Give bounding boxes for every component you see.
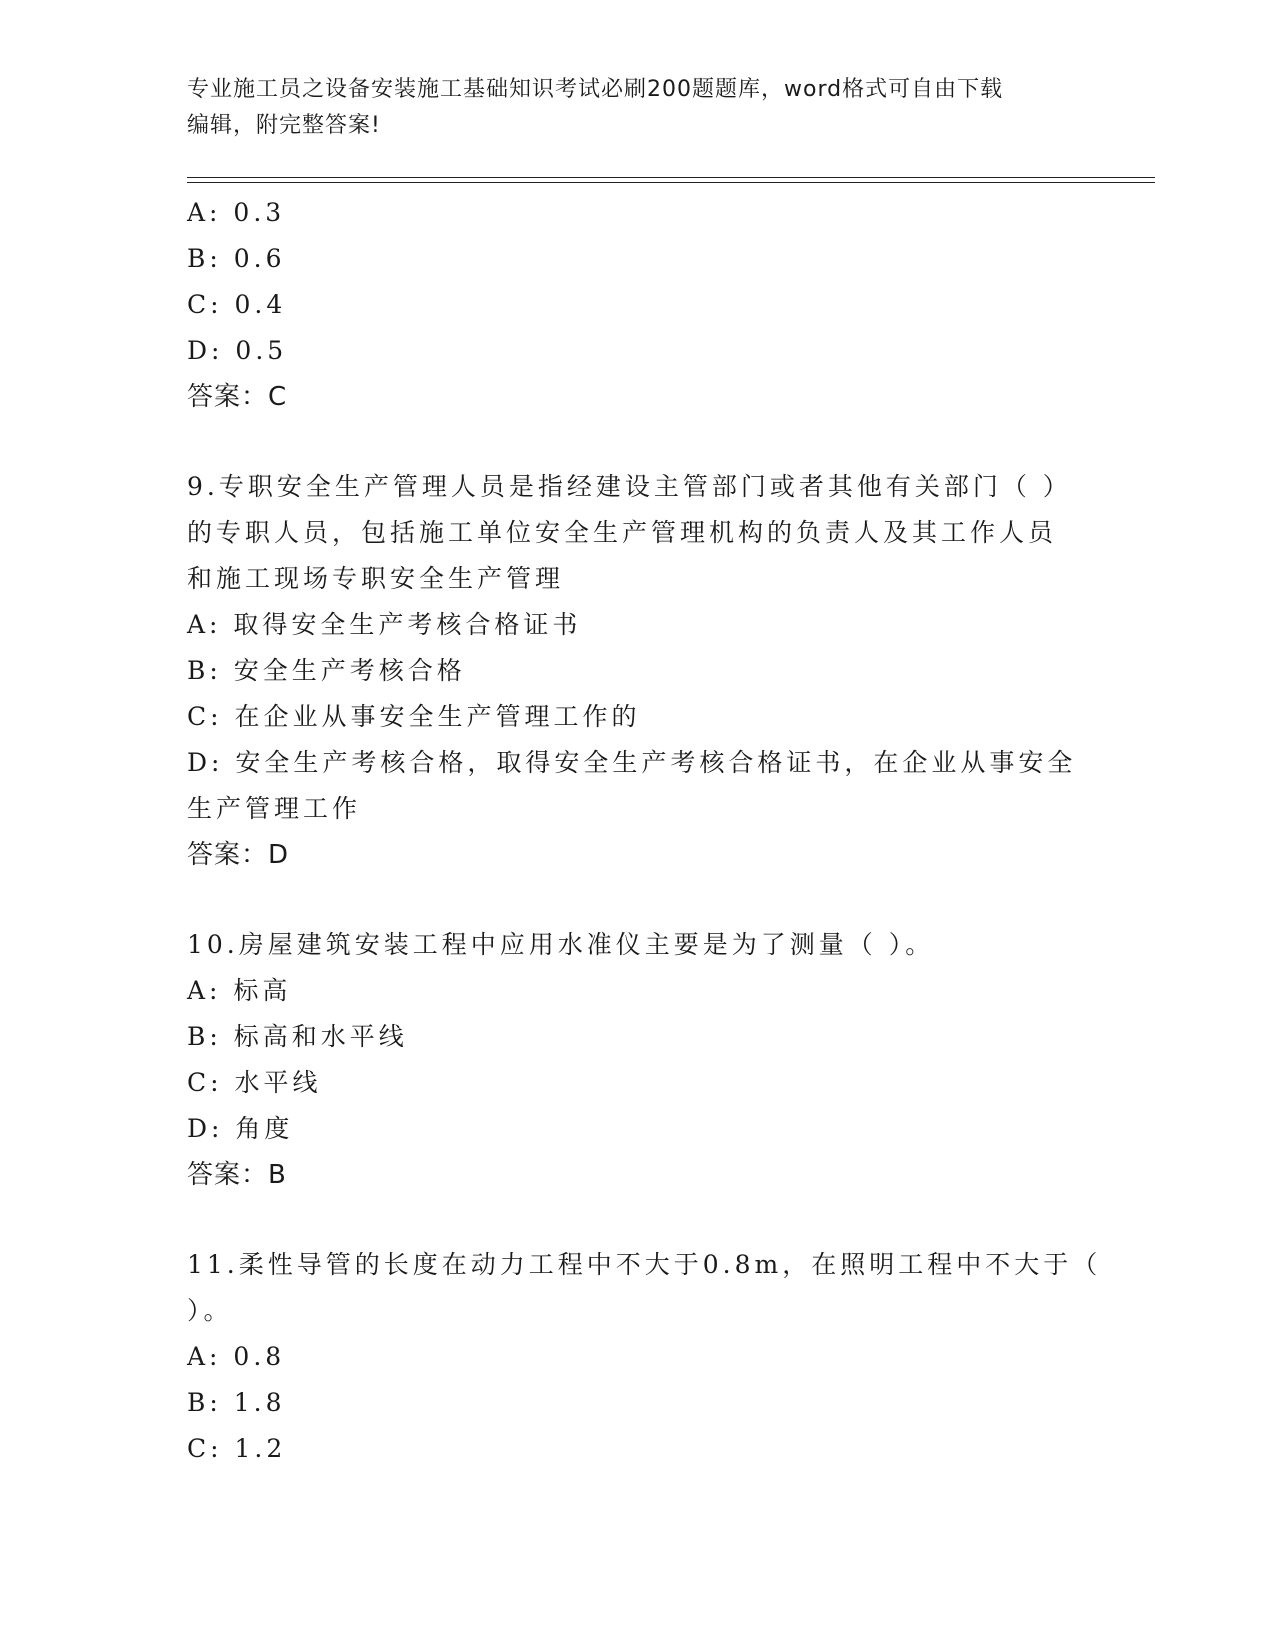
option-a: A: 0.3 <box>187 198 286 227</box>
document-header <box>187 72 1067 144</box>
option-c: C: 0.4 <box>187 290 287 319</box>
question-stem-line: ）。 <box>187 1296 233 1325</box>
option-b: B: 1.8 <box>187 1388 286 1417</box>
option-c: C: 水平线 <box>187 1068 322 1097</box>
question-block-11 <box>187 1242 1102 1472</box>
header-line-2: 编辑，附完整答案! <box>187 113 381 138</box>
question-stem-line: 10.房屋建筑安装工程中应用水准仪主要是为了测量（ ）。 <box>187 930 935 959</box>
option-d: D: 安全生产考核合格，取得安全生产考核合格证书，在企业从事安全 <box>187 748 1077 777</box>
question-block-9 <box>187 464 1087 878</box>
option-c: C: 1.2 <box>187 1434 287 1463</box>
option-d-continued: 生产管理工作 <box>187 794 362 823</box>
option-d: D: 角度 <box>187 1114 294 1143</box>
option-b: B: 安全生产考核合格 <box>187 656 466 685</box>
option-b: B: 0.6 <box>187 244 286 273</box>
question-stem-line: 和施工现场专职安全生产管理 <box>187 564 565 593</box>
answer-line: 答案：B <box>187 1160 287 1190</box>
option-a: A: 取得安全生产考核合格证书 <box>187 610 582 639</box>
question-stem-line: 9.专职安全生产管理人员是指经建设主管部门或者其他有关部门（ ） <box>187 472 1072 501</box>
option-d: D: 0.5 <box>187 336 288 365</box>
option-a: A: 标高 <box>187 976 292 1005</box>
option-a: A: 0.8 <box>187 1342 286 1371</box>
header-line-1: 专业施工员之设备安装施工基础知识考试必刷200题题库，word格式可自由下载 <box>187 77 1004 102</box>
option-b: B: 标高和水平线 <box>187 1022 408 1051</box>
header-divider-bottom <box>187 182 1155 183</box>
question-list <box>187 190 1102 1472</box>
question-stem-line: 11.柔性导管的长度在动力工程中不大于0.8m，在照明工程中不大于（ <box>187 1250 1102 1279</box>
question-block-prev <box>187 190 1087 420</box>
question-stem-line: 的专职人员，包括施工单位安全生产管理机构的负责人及其工作人员 <box>187 518 1058 547</box>
option-c: C: 在企业从事安全生产管理工作的 <box>187 702 641 731</box>
header-divider-top <box>187 177 1155 178</box>
answer-line: 答案：D <box>187 840 290 870</box>
question-block-10 <box>187 922 1087 1198</box>
answer-line: 答案：C <box>187 382 288 412</box>
